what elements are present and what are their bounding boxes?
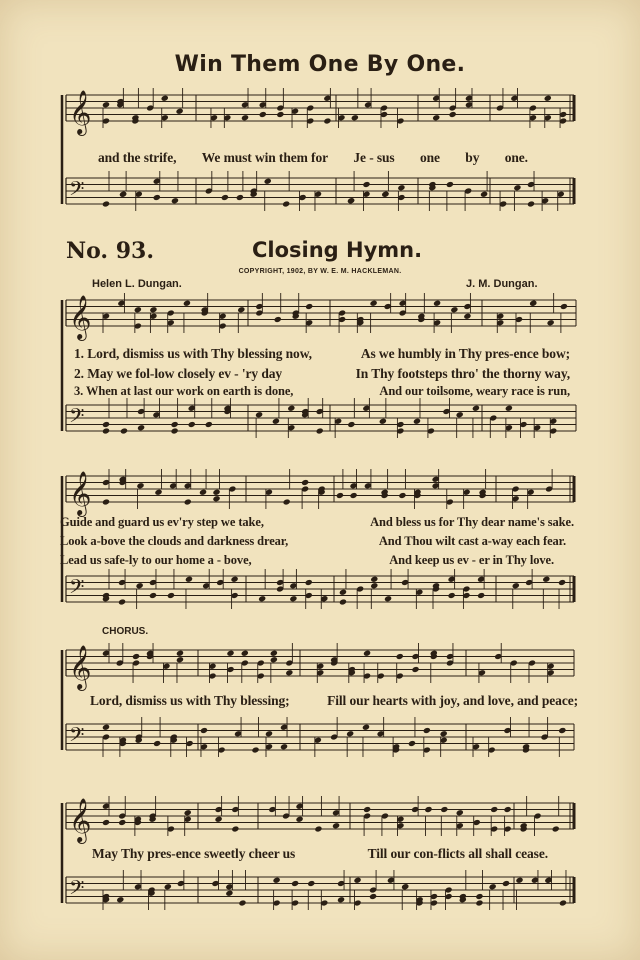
note-head: [558, 579, 566, 586]
note-head: [161, 95, 169, 102]
note-head: [120, 427, 128, 434]
note-head: [118, 598, 126, 605]
note-head: [339, 589, 347, 596]
note-head: [512, 582, 520, 589]
bass-clef-icon: 𝄢: [69, 875, 85, 904]
note-head: [362, 181, 370, 188]
note-head: [449, 111, 457, 118]
note-head: [251, 746, 259, 753]
verse-1-line-2: Guide and guard us ev'ry step we take, And bless us for Thy dear name's sake.: [60, 515, 574, 529]
note-head: [363, 650, 371, 657]
note-head: [265, 730, 273, 737]
note-head: [255, 411, 263, 418]
note-head: [440, 806, 448, 813]
copyright-notice: COPYRIGHT, 1902, BY W. E. M. HACKLEMAN.: [238, 268, 402, 275]
note-head: [397, 184, 405, 191]
note-head: [350, 492, 358, 499]
top-hymn-lyric-line: and the strife, We must win them for Je - sus one by one.: [98, 150, 528, 165]
note-head: [270, 656, 278, 663]
note-head: [446, 181, 454, 188]
note-head: [475, 899, 483, 906]
hymn-title: Closing Hymn.: [252, 238, 423, 262]
note-head: [354, 877, 362, 884]
note-head: [305, 579, 313, 586]
note-head: [225, 890, 233, 897]
note-head: [132, 653, 140, 660]
note-head: [477, 592, 485, 599]
note-head: [259, 111, 267, 118]
note-head: [424, 806, 432, 813]
note-head: [544, 95, 552, 102]
note-head: [184, 498, 192, 505]
chorus-line-2: May Thy pres-ence sweetly cheer us Till our con-flicts all shall cease.: [92, 846, 548, 861]
note-head: [332, 822, 340, 829]
note-head: [283, 498, 291, 505]
note-head: [370, 582, 378, 589]
note-head: [542, 576, 550, 583]
note-head: [199, 489, 207, 496]
note-head: [558, 727, 566, 734]
note-head: [149, 306, 157, 313]
lyricist-credit: Helen L. Dungan.: [92, 278, 182, 290]
note-head: [401, 883, 409, 890]
note-head: [456, 809, 464, 816]
note-head: [490, 806, 498, 813]
note-head: [102, 200, 110, 207]
note-head: [205, 421, 213, 428]
note-head: [183, 300, 191, 307]
note-head: [134, 306, 142, 313]
hymn-number: No. 93.: [66, 238, 154, 264]
chorus-line-1: Lord, dismiss us with Thy blessing; Fill our hearts with joy, and love, and peace;: [90, 693, 578, 708]
note-head: [154, 489, 162, 496]
note-head: [527, 200, 535, 207]
bass-clef-icon: 𝄢: [69, 722, 85, 751]
note-head: [167, 592, 175, 599]
note-head: [362, 724, 370, 731]
top-hymn-title: Win Them One By One.: [174, 52, 466, 77]
note-head: [119, 191, 127, 198]
note-head: [102, 498, 110, 505]
note-head: [291, 880, 299, 887]
note-head: [212, 495, 220, 502]
note-head: [408, 740, 416, 747]
note-head: [413, 418, 421, 425]
note-head: [285, 669, 293, 676]
note-head: [221, 194, 229, 201]
note-head: [231, 576, 239, 583]
note-head: [423, 727, 431, 734]
note-head: [171, 427, 179, 434]
verse-2-line-2: Look a-bove the clouds and darkness drear, And Thou wilt cast a-way each fear.: [60, 534, 566, 548]
verse-3-line-1: 3. When at last our work on earth is done, And our toilsome, weary race is run,: [74, 384, 570, 398]
note-head: [480, 191, 488, 198]
note-head: [559, 899, 567, 906]
note-head: [137, 424, 145, 431]
note-head: [153, 194, 161, 201]
note-head: [456, 411, 464, 418]
note-head: [351, 114, 359, 121]
note-head: [396, 653, 404, 660]
note-head: [226, 650, 234, 657]
treble-clef-icon: 𝄞: [69, 471, 92, 515]
note-head: [136, 482, 144, 489]
note-head: [289, 595, 297, 602]
note-head: [363, 806, 371, 813]
note-head: [379, 418, 387, 425]
note-head: [489, 883, 497, 890]
note-head: [463, 313, 471, 320]
note-head: [381, 191, 389, 198]
note-head: [236, 194, 244, 201]
note-head: [504, 806, 512, 813]
composer-credit: J. M. Dungan.: [466, 278, 538, 290]
note-head: [231, 825, 239, 832]
chorus-label: CHORUS.: [102, 626, 149, 637]
note-head: [370, 576, 378, 583]
note-head: [448, 592, 456, 599]
note-head: [171, 421, 179, 428]
note-head: [276, 111, 284, 118]
note-head: [153, 740, 161, 747]
note-head: [270, 650, 278, 657]
note-head: [316, 427, 324, 434]
note-head: [307, 880, 315, 887]
note-head: [547, 319, 555, 326]
note-head: [171, 197, 179, 204]
treble-clef-icon: 𝄞: [69, 295, 92, 339]
note-head: [513, 184, 521, 191]
note-head: [369, 893, 377, 900]
note-head: [347, 421, 355, 428]
note-head: [336, 492, 344, 499]
note-head: [102, 427, 110, 434]
note-head: [200, 727, 208, 734]
note-head: [347, 197, 355, 204]
note-head: [188, 421, 196, 428]
note-head: [301, 479, 309, 486]
note-head: [502, 880, 510, 887]
note-head: [176, 108, 184, 115]
note-head: [185, 576, 193, 583]
note-head: [432, 114, 440, 121]
note-head: [515, 877, 523, 884]
note-head: [215, 816, 223, 823]
note-head: [296, 816, 304, 823]
note-head: [472, 405, 480, 412]
note-head: [102, 819, 110, 826]
note-head: [237, 306, 245, 313]
note-head: [272, 418, 280, 425]
note-head: [273, 877, 281, 884]
note-head: [552, 825, 560, 832]
note-head: [184, 809, 192, 816]
note-head: [264, 178, 272, 185]
note-head: [102, 421, 110, 428]
note-head: [176, 650, 184, 657]
note-head: [116, 896, 124, 903]
note-head: [440, 730, 448, 737]
bass-clef-icon: 𝄢: [69, 574, 85, 603]
note-head: [505, 405, 513, 412]
note-head: [136, 582, 144, 589]
bass-clef-icon: 𝄢: [69, 176, 85, 205]
note-head: [241, 114, 249, 121]
treble-clef-icon: 𝄞: [69, 798, 92, 842]
note-head: [323, 117, 331, 124]
note-head: [282, 200, 290, 207]
note-head: [149, 592, 157, 599]
note-head: [274, 316, 282, 323]
note-head: [346, 730, 354, 737]
note-head: [337, 896, 345, 903]
note-head: [258, 595, 266, 602]
treble-clef-icon: 𝄞: [69, 645, 92, 689]
note-head: [102, 101, 110, 108]
note-head: [384, 595, 392, 602]
note-head: [398, 492, 406, 499]
note-head: [475, 893, 483, 900]
note-head: [241, 650, 249, 657]
note-head: [176, 656, 184, 663]
note-head: [280, 743, 288, 750]
note-head: [450, 306, 458, 313]
note-head: [164, 883, 172, 890]
note-head: [411, 666, 419, 673]
note-head: [118, 819, 126, 826]
note-head: [102, 724, 110, 731]
verse-3-line-2: Lead us safe-ly to our home a - bove, And keep us ev - er in Thy love.: [60, 553, 554, 567]
note-head: [305, 303, 313, 310]
verse-1-line-1: 1. Lord, dismiss us with Thy blessing now, As we humbly in Thy pres-ence bow;: [74, 346, 570, 361]
note-head: [238, 899, 246, 906]
note-head: [529, 300, 537, 307]
note-head: [287, 405, 295, 412]
note-head: [370, 300, 378, 307]
note-head: [339, 598, 347, 605]
treble-clef-icon: 𝄞: [69, 90, 92, 134]
note-head: [433, 300, 441, 307]
note-head: [560, 303, 568, 310]
verse-2-line-1: 2. May we fol-low closely ev - 'ry day In Thy footsteps thro' the thorny way,: [74, 366, 570, 381]
note-head: [314, 825, 322, 832]
note-head: [212, 489, 220, 496]
bass-clef-icon: 𝄢: [69, 403, 85, 432]
